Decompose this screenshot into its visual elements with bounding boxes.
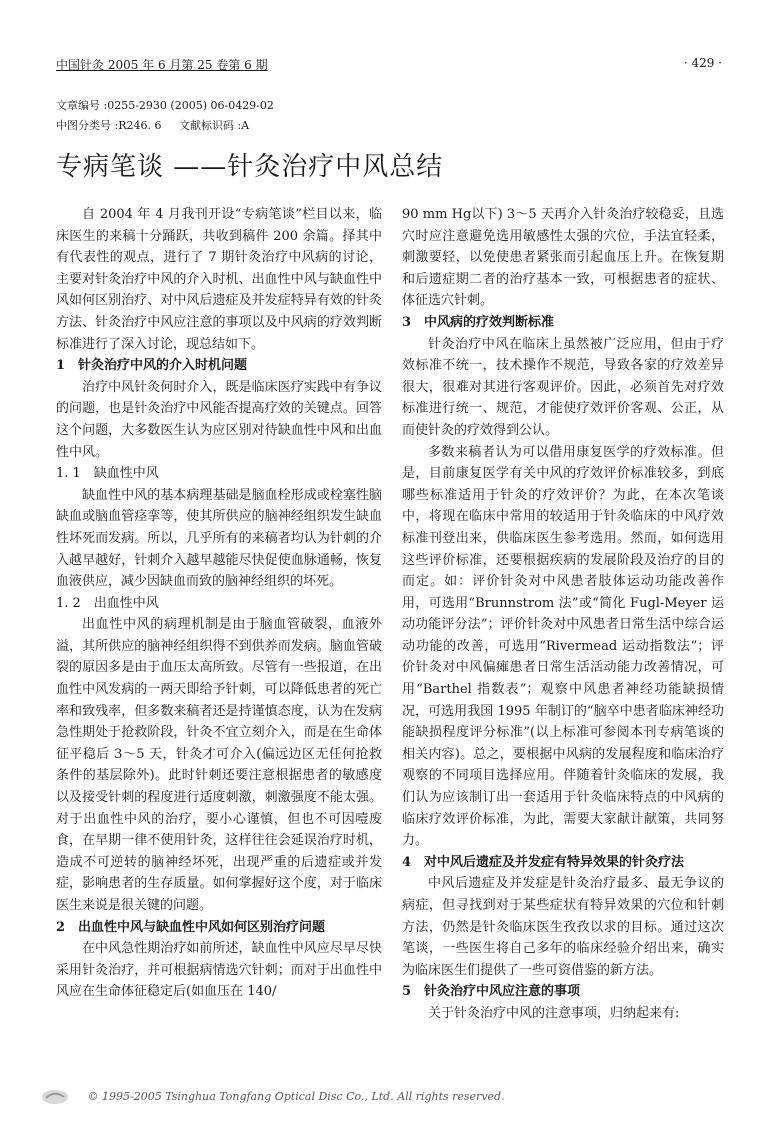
section-1-2-heading: 1. 2 出血性中风	[56, 595, 159, 611]
journal-issue: 中国针灸 2005 年 6 月第 25 卷第 6 期	[56, 58, 268, 72]
right-column	[402, 204, 724, 1025]
section-4-heading: 4 对中风后遗症及并发症有特异效果的针灸疗法	[402, 854, 685, 870]
page-number: · 429 ·	[683, 56, 722, 70]
classification-number: 中图分类号 :R246. 6	[56, 119, 162, 132]
section-3-heading: 3 中风病的疗效判断标准	[402, 314, 555, 330]
section-1-1-heading: 1. 1 缺血性中风	[56, 466, 159, 482]
publisher-logo-icon	[40, 1088, 70, 1106]
section-4-paragraph: 中风后遗症及并发症是针灸治疗最多、最无争议的病症，但寻找到对于某些症状有特异效果的穴位和针刺方法，仍然是针灸临床医生孜孜以求的目标。通过这次笔谈，一些医生将自己多年的临床经验介绍出来，确实为临床医生们提供了一些可资借鉴的新方法。	[402, 876, 724, 978]
section-3-paragraph-2: 多数来稿者认为可以借用康复医学的疗效标准。但是，目前康复医学有关中风的疗效评价标准较多，到底哪些标准适用于针灸的疗效评价？为此，在本次笔谈中，将现在临床中常用的较适用于针灸临床的中风疗效标准刊登出来，供临床医生参考选用。然而，如何选用这些评价标准，还要根据疾病的发展阶段及治疗的目的而定。如：评价针灸对中风患者肢体运动功能改善作用，可选用“Brunnstrom 法”或“简化 Fugl-Meyer 运动功能评分法”；评价针灸对中风患者日常生活中综合运动功能的改善，可选用“Rivermead 运动指数法”；评价针灸对中风偏瘫患者日常生活活动能力改善情况，可用“Barthel 指数表”；观察中风患者神经功能缺损情况，可选用我国 1995 年制订的“脑卒中患者临床神经功能缺损程度评分标准”(以上标准可参阅本刊专病笔谈的相关内容)。总之，要根据中风病的发展程度和临床治疗观察的不同项目选择应用。伴随着针灸临床的发展，我们认为应该制订出一套适用于针灸临床特点的中风病的临床疗效评价标准，为此，需要大家献计献策，共同努力。	[402, 444, 724, 849]
copyright-footer	[40, 1088, 505, 1106]
document-code: 文献标识码 :A	[178, 119, 250, 132]
running-header	[56, 56, 722, 78]
section-2-paragraph: 在中风急性期治疗如前所述，缺血性中风应尽早尽快采用针灸治疗，并可根据病情选穴针刺；而对于出血性中风应在生命体征稳定后(如血压在 140/	[56, 941, 382, 1000]
section-2-heading: 2 出血性中风与缺血性中风如何区别治疗问题	[56, 919, 326, 935]
section-1-2-paragraph: 出血性中风的病理机制是由于脑血管破裂，血液外溢，其所供应的脑神经组织得不到供养而发病。脑血管破裂的原因多是由于血压太高所致。尽管有一些报道，在出血性中风发病的一两天即给予针刺，可以降低患者的死亡率和致残率，但多数来稿者还是持谨慎态度，认为在发病急性期处于抢救阶段，针灸不宜立刻介入，而是在生命体征平稳后 3～5 天，针灸才可介入(偏远边区无任何抢救条件的基层除外)。此时针刺还要注意根据患者的敏感度以及接受针刺的程度进行适度刺激，刺激强度不能太强。对于出血性中风的治疗，要小心谨慎，但也不可因噎废食，在早期一律不使用针灸，这样往往会延误治疗时机，造成不可逆转的脑神经坏死，出现严重的后遗症或并发症，影响患者的生存质量。如何掌握好这个度，对于临床医生来说是很关键的问题。	[56, 617, 382, 913]
copyright-text: © 1995-2005 Tsinghua Tongfang Optical Disc Co., Ltd. All rights reserved.	[87, 1090, 505, 1103]
section-3-paragraph-1: 针灸治疗中风在临床上虽然被广泛应用，但由于疗效标准不统一，技术操作不规范，导致各家的疗效差异很大，很难对其进行客观评价。因此，必须首先对疗效标准进行统一、规范，才能使疗效评价客观、公正，从而使针灸的疗效得到公认。	[402, 336, 724, 438]
article-meta	[56, 96, 274, 136]
section-1-heading: 1 针灸治疗中风的介入时机问题	[56, 358, 248, 374]
section-1-paragraph: 治疗中风针灸何时介入，既是临床医疗实践中有争议的问题，也是针灸治疗中风能否提高疗效的关键点。回答这个问题，大多数医生认为应区别对待缺血性中风和出血性中风。	[56, 379, 382, 460]
article-number: 文章编号 :0255-2930 (2005) 06-0429-02	[56, 99, 274, 112]
left-column	[56, 204, 382, 1003]
section-2-continuation: 90 mm Hg以下) 3～5 天再介入针灸治疗较稳妥，且选穴时应注意避免选用敏感性太强的穴位，手法宜轻柔，刺激要轻，以免使患者紧张而引起血压上升。在恢复期和后遗症期二者的治疗基本一致，可根据患者的症状、体征选穴针刺。	[402, 207, 724, 309]
article-title: 专病笔谈 ——针灸治疗中风总结	[56, 152, 444, 182]
section-5-heading: 5 针灸治疗中风应注意的事项	[402, 984, 581, 1000]
intro-paragraph: 自 2004 年 4 月我刊开设“专病笔谈”栏目以来，临床医生的来稿十分踊跃，共收到稿件 200 余篇。择其中有代表性的观点，进行了 7 期针灸治疗中风病的讨论，主要对针灸治疗中风的介入时机、出血性中风与缺血性中风如何区别治疗、对中风后遗症及并发症特异有效的针灸方法、针灸治疗中风应注意的事项以及中风病的疗效判断标准进行了深入讨论，现总结如下。	[56, 207, 382, 352]
section-1-1-paragraph: 缺血性中风的基本病理基础是脑血栓形成或栓塞性脑缺血或脑血管痉挛等，使其所供应的脑神经组织发生缺血性坏死而发病。所以，几乎所有的来稿者均认为针刺的介入越早越好，针刺介入越早越能尽快促使血脉通畅，恢复血液供应，减少因缺血而致的脑神经组织的坏死。	[56, 487, 382, 590]
section-5-paragraph: 关于针灸治疗中风的注意事项，归纳起来有:	[428, 1005, 680, 1021]
